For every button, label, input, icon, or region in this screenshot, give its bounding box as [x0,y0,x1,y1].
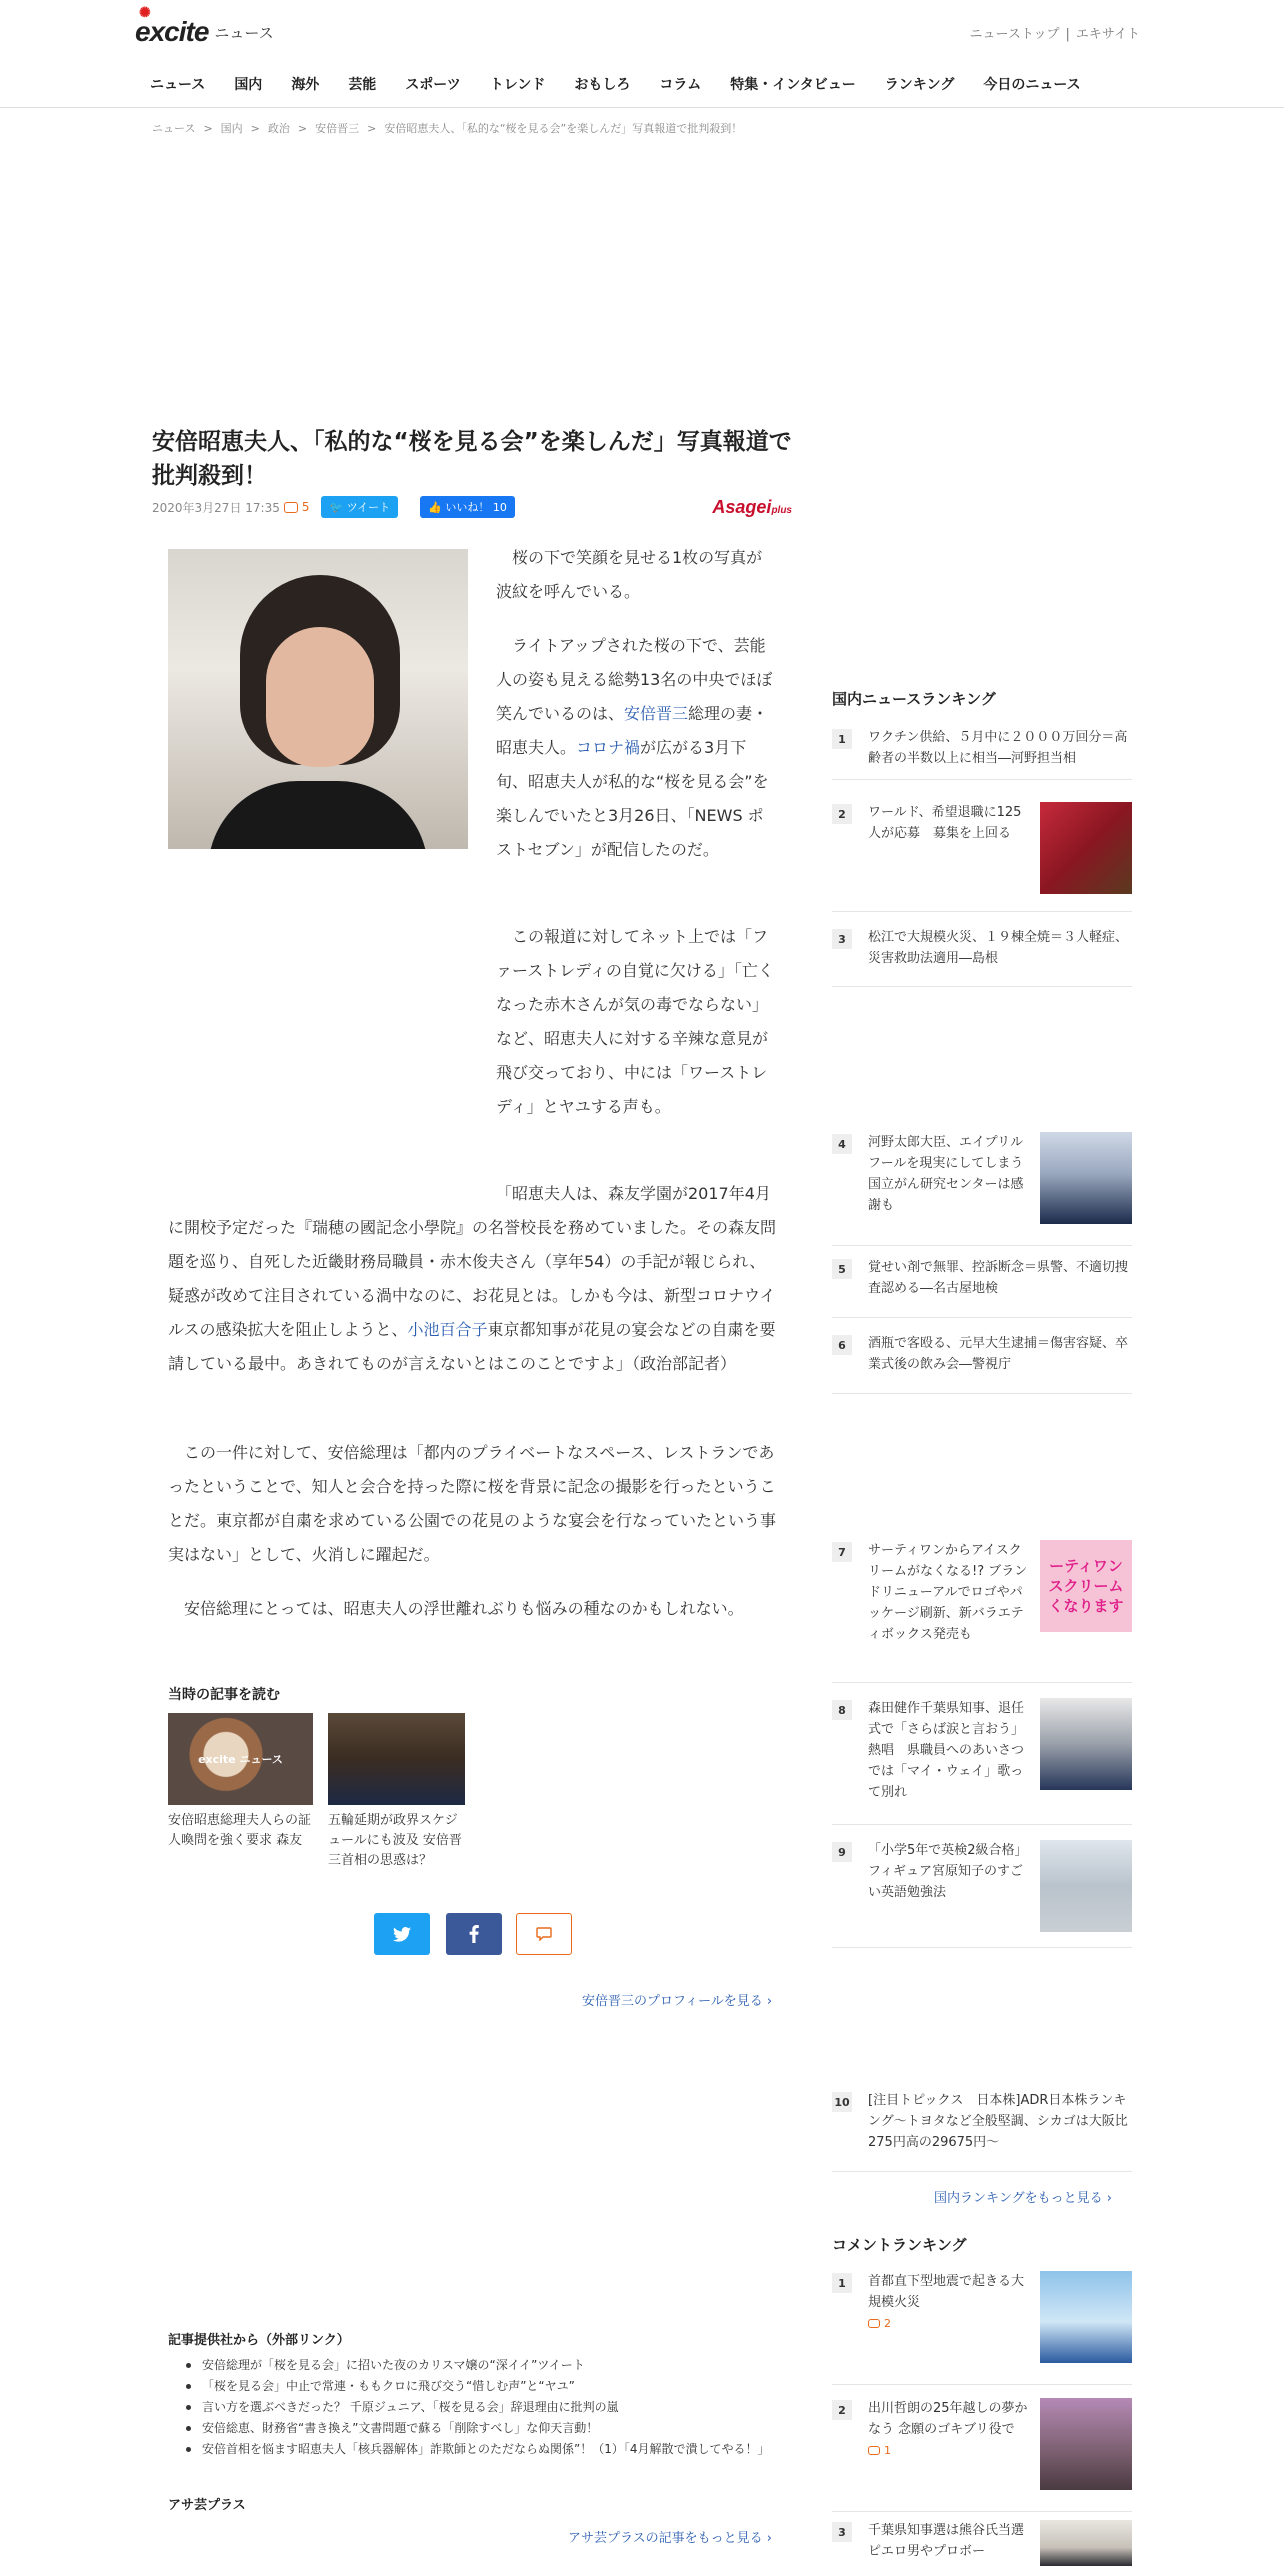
ranking-more-link[interactable]: 国内ランキングをもっと見る › [934,2191,1112,2206]
logo-sub: ニュース [214,24,274,42]
nav-news[interactable]: ニュース [150,77,206,93]
comment-ranking-heading: コメントランキング [832,2236,967,2254]
comment-icon [284,502,298,513]
external-links-list [186,2355,770,2460]
article-paragraph-4: 「昭恵夫人は、森友学園が2017年4月に開校予定だった『瑞穂の國記念小學院』の名誉校長を務めていました。その森友問題を巡り、自死した近畿財務局職員・赤木俊夫さん（享年54）の手記が報じられ、疑惑が改めて注目されている渦中なのに、お花見とは。しかも今は、新型コロナウイルスの感染拡大を阻止しようと、小池百合子東京都知事が花見の宴会などの自粛を要請している最中。あきれてものが言えないとはこのことですよ」（政治部記者） [168,1184,777,1373]
external-link[interactable]: 言い方を選ぶべきだった？ 千原ジュニア、「桜を見る会」辞退理由に批判の嵐 [186,2397,766,2418]
rank-number: 1 [832,729,852,749]
rank-title: ワールド、希望退職に125人が応募 募集を上回る [868,805,1022,841]
article-photo [168,549,468,849]
like-button[interactable]: 👍 いいね！ 10 [420,496,515,518]
related-card[interactable] [168,1713,313,1851]
nav-funny[interactable]: おもしろ [574,77,631,93]
article-title: 安倍昭恵夫人、「私的な“桜を見る会”を楽しんだ」写真報道で批判殺到！ [152,429,792,489]
link-koike-yuriko[interactable]: 小池百合子 [407,1320,488,1339]
article-paragraph-2: ライトアップされた桜の下で、芸能人の姿も見える総勢13名の中央でほぼ笑んでいるのは、安倍晋三総理の妻・昭恵夫人。コロナ禍が広がる3月下旬、昭恵夫人が私的な“桜を見る会”を楽しんでいたと3月26日、「NEWS ポストセブン」が配信したのだ。 [496,636,773,859]
link-corona[interactable]: コロナ禍 [576,738,641,757]
nav-trend[interactable]: トレンド [489,77,546,93]
ranking-item[interactable] [832,1335,1132,1394]
breadcrumb-politics[interactable]: 政治 [267,122,290,135]
ranking-item[interactable] [832,1542,1132,1683]
twitter-icon [393,1927,411,1942]
rank-title: 河野太郎大臣、エイプリルフールを現実にしてしまう 国立がん研究センターは感謝も [868,1135,1037,1213]
related-caption: 五輪延期が政界スケジュールにも波及 安倍晋三首相の思惑は？ [328,1813,462,1868]
rank-number: 6 [832,1335,852,1355]
rank-title: 覚せい剤で無罪、控訴断念＝県警、不適切捜査認める―名古屋地検 [868,1260,1129,1296]
rank-title: 松江で大規模火災、１９棟全焼＝３人軽症、災害救助法適用―島根 [868,930,1129,966]
rank-title: 「小学5年で英検2級合格」フィギュア宮原知子のすごい英語勉強法 [868,1843,1028,1900]
comment-icon [868,2446,880,2455]
nav-domestic[interactable]: 国内 [234,77,263,93]
ranking-item[interactable] [832,729,1132,780]
nav-sports[interactable]: スポーツ [405,77,461,93]
share-twitter-button[interactable] [374,1913,430,1955]
external-link[interactable]: 安倍首相を悩ます昭恵夫人「核兵器解体」詐欺師とのただならぬ関係”！（1）「4月解散で潰してやる！」 [186,2439,766,2460]
asagei-plus-logo: Asageiplus [712,496,792,517]
rank-thumbnail [1040,1698,1132,1790]
nav-features[interactable]: 特集・インタビュー [730,77,856,93]
comment-ranking-item[interactable] [832,2273,1132,2385]
related-card[interactable] [328,1713,465,1871]
rank-thumbnail [1040,1840,1132,1932]
breadcrumb-current: 安倍昭恵夫人、「私的な“桜を見る会”を楽しんだ」写真報道で批判殺到！ [384,122,743,135]
site-header [0,0,1284,108]
top-links: ニューストップ | エキサイト [969,27,1140,42]
source-more-link[interactable]: アサ芸プラスの記事をもっと見る › [568,2531,772,2546]
ranking-heading: 国内ニュースランキング [832,690,996,708]
ranking-item[interactable] [832,804,1132,912]
external-link[interactable]: 「桜を見る会」中止で常連・ももクロに飛び交う“惜しむ声”と“ヤユ” [186,2376,766,2397]
share-comment-button[interactable] [516,1913,572,1955]
rank-thumbnail [1040,2398,1132,2490]
rank-title: 千葉県知事選は熊谷氏当選 ピエロ男やプロボー [868,2523,1038,2559]
ranking-item[interactable] [832,1259,1132,1318]
tweet-button[interactable]: 🐦 ツイート [321,496,398,518]
ranking-item[interactable] [832,1842,1132,1948]
comment-ranking-item[interactable] [832,2400,1132,2512]
comment-count-link[interactable]: 5 [284,500,310,514]
article-paragraph-6: 安倍総理にとっては、昭恵夫人の浮世離れぶりも悩みの種なのかもしれない。 [184,1599,744,1618]
nav-entertainment[interactable]: 芸能 [348,77,377,93]
ranking-item[interactable] [832,929,1132,987]
ranking-item[interactable] [832,1134,1132,1246]
top-link-news-top[interactable]: ニューストップ [969,27,1060,42]
related-thumb [328,1713,465,1805]
article-paragraph-1: 桜の下で笑顔を見せる1枚の写真が波紋を呼んでいる。 [496,548,763,601]
logo-spark-icon: ✺ [139,4,150,20]
rank-number: 2 [832,804,852,824]
logo-mark: ✺ excite [135,4,209,47]
profile-link[interactable]: 安倍晋三のプロフィールを見る › [582,1994,773,2009]
comment-icon [868,2319,880,2328]
article-date: 2020年3月27日 17:35 [152,500,280,515]
rank-thumbnail [1040,2520,1132,2566]
rank-thumbnail [1040,1132,1132,1224]
rank-number: 10 [832,2092,852,2112]
global-nav [150,74,1110,94]
article-paragraph-3: この報道に対してネット上では「ファーストレディの自覚に欠ける」「亡くなった赤木さんが気の毒でならない」など、昭恵夫人に対する辛辣な意見が飛び交っており、中には「ワーストレディ」とヤユする声も。 [496,927,774,1116]
external-link[interactable]: 安倍総理が「桜を見る会」に招いた夜のカリスマ嬢の“深イイ”ツイート [186,2355,766,2376]
rank-title: [注目トピックス 日本株]ADR日本株ランキング～トヨタなど全般堅調、シカゴは大阪比275円高の29675円～ [868,2093,1128,2150]
rank-number: 5 [832,1259,852,1279]
rank-title: 酒瓶で客殴る、元早大生逮捕＝傷害容疑、卒業式後の飲み会―警視庁 [868,1336,1129,1372]
external-links-heading: 記事提供社から（外部リンク） [168,2333,350,2348]
rank-number: 2 [832,2400,852,2420]
source-name: アサ芸プラス [168,2498,246,2513]
top-link-excite[interactable]: エキサイト [1075,27,1140,42]
article-meta [152,497,792,517]
comment-count: 2 [868,2313,1028,2334]
breadcrumb: ニュース > 国内 > 政治 > 安倍晋三 > 安倍昭恵夫人、「私的な“桜を見る会”を楽しんだ」写真報道で批判殺到！ [152,122,743,135]
comment-icon [536,1927,552,1941]
related-caption: 安倍昭恵総理夫人らの証人喚問を強く要求 森友 [168,1813,312,1848]
rank-title: ワクチン供給、５月中に２０００万回分＝高齢者の半数以上に相当―河野担当相 [868,730,1128,766]
rank-number: 8 [832,1700,852,1720]
rank-number: 3 [832,929,852,949]
article-paragraph-5: この一件に対して、安倍総理は「都内のプライベートなスペース、レストランであったということで、知人と会合を持った際に桜を背景に記念の撮影を行ったということだ。東京都が自粛を求めている公園での花見のような宴会を行なっていたという事実はない」として、火消しに躍起だ。 [168,1443,777,1564]
rank-number: 4 [832,1134,852,1154]
nav-column[interactable]: コラム [659,77,702,93]
rank-number: 3 [832,2522,852,2542]
rank-title: 首都直下型地震で起きる大規模火災 2 [868,2271,1028,2334]
ranking-item[interactable] [832,1700,1132,1825]
rank-thumbnail [1040,2271,1132,2363]
rank-number: 7 [832,1542,852,1562]
rank-number: 9 [832,1842,852,1862]
nav-overseas[interactable]: 海外 [291,77,320,93]
rank-thumbnail: ーティワン スクリーム くなります [1040,1540,1132,1632]
breadcrumb-abe[interactable]: 安倍晋三 [315,122,360,135]
comment-ranking-item[interactable] [832,2522,1132,2568]
rank-title: サーティワンからアイスクリームがなくなる!? ブランドリニューアルでロゴやパッケージ刷新、新バラエティボックス発売も [868,1543,1028,1642]
related-heading: 当時の記事を読む [168,1687,280,1703]
site-logo[interactable] [135,4,274,48]
breadcrumb-domestic[interactable]: 国内 [220,122,243,135]
nav-ranking[interactable]: ランキング [884,77,955,93]
rank-title: 出川哲朗の25年越しの夢かなう 念願のゴキブリ役で 1 [868,2398,1028,2461]
ranking-item[interactable] [832,2092,1132,2172]
rank-number: 1 [832,2273,852,2293]
rank-title: 森田健作千葉県知事、退任式で「さらば涙と言おう」熱唱 県職員へのあいさつでは「マイ・ウェイ」歌って別れ [868,1701,1025,1800]
rank-thumbnail [1040,802,1132,894]
facebook-icon [469,1925,479,1943]
related-thumb: excite ニュース [168,1713,313,1805]
external-link[interactable]: 安倍総恵、財務省“書き換え”文書問題で蘇る「削除すべし」な仰天言動！ [186,2418,766,2439]
link-abe-shinzo[interactable]: 安倍晋三 [624,704,689,723]
nav-today[interactable]: 今日のニュース [983,77,1081,93]
share-facebook-button[interactable] [446,1913,502,1955]
comment-count: 1 [868,2440,1028,2461]
breadcrumb-news[interactable]: ニュース [152,122,196,135]
